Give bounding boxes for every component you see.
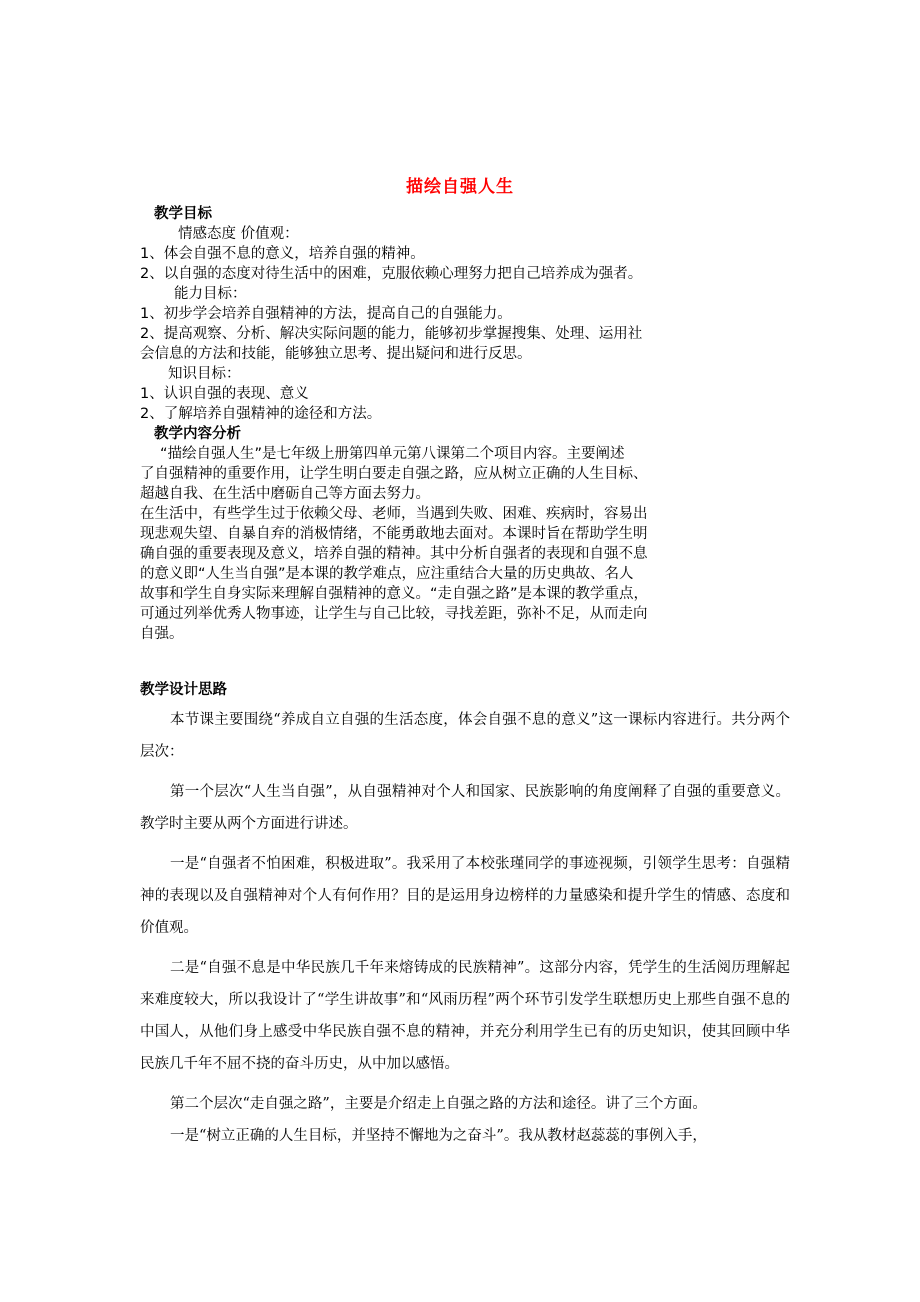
design-paragraph: 第二个层次“走自强之路”，主要是介绍走上自强之路的方法和途径。讲了三个方面。 bbox=[170, 1096, 707, 1112]
label-knowledge-goals: 知识目标： bbox=[168, 366, 241, 382]
analysis-line: 自强。 bbox=[140, 626, 184, 642]
design-paragraph: 一是“树立正确的人生目标，并坚持不懈地为之奋斗”。我从教材赵蕊蕊的事例入手， bbox=[170, 1128, 707, 1144]
design-paragraph: 本节课主要围绕“养成自立自强的生活态度，体会自强不息的意义”这一课标内容进行。共分两个层次： bbox=[140, 712, 790, 760]
heading-content-analysis: 教学内容分析 bbox=[154, 426, 241, 442]
ability-item-1: 1、初步学会培养自强精神的方法，提高自己的自强能力。 bbox=[140, 306, 512, 322]
design-paragraph: 二是“自强不息是中华民族几千年来熔铸成的民族精神”。这部分内容，凭学生的生活阅历理解起来难度较大，所以我设计了“学生讲故事”和“风雨历程”两个环节引发学生联想历史上那些自强不息的中国人，从他们身上感受中华民族自强不息的精神，并充分利用学生已有的历史知识，使其回顾中华民族几千年不屈不挠的奋斗历史，从中加以感悟。 bbox=[140, 960, 790, 1072]
analysis-line: 的意义即“人生当自强”是本课的教学难点，应注重结合大量的历史典故、名人 bbox=[140, 566, 634, 582]
knowledge-item-1: 1、认识自强的表现、意义 bbox=[140, 386, 309, 402]
analysis-line: 确自强的重要表现及意义，培养自强的精神。其中分析自强者的表现和自强不息 bbox=[140, 546, 648, 562]
design-paragraph: 第一个层次“人生当自强”，从自强精神对个人和国家、民族影响的角度阐释了自强的重要意义。教学时主要从两个方面进行讲述。 bbox=[140, 784, 790, 832]
emotion-item-2: 2、以自强的态度对待生活中的困难，克服依赖心理努力把自己培养成为强者。 bbox=[140, 266, 643, 282]
analysis-line: 故事和学生自身实际来理解自强精神的意义。“走自强之路”是本课的教学重点， bbox=[140, 586, 649, 602]
analysis-line: “描绘自强人生”是七年级上册第四单元第八课第二个项目内容。主要阐述 bbox=[160, 446, 625, 462]
design-paragraph: 一是“自强者不怕困难，积极进取”。我采用了本校张瑾同学的事迹视频，引领学生思考：自强精神的表现以及自强精神对个人有何作用？目的是运用身边榜样的力量感染和提升学生的情感、态度和价值观。 bbox=[140, 856, 790, 936]
label-ability-goals: 能力目标： bbox=[174, 286, 247, 302]
analysis-line: 现悲观失望、自暴自弃的消极情绪，不能勇敢地去面对。本课时旨在帮助学生明 bbox=[140, 526, 648, 542]
analysis-line: 在生活中，有些学生过于依赖父母、老师，当遇到失败、困难、疾病时，容易出 bbox=[140, 506, 648, 522]
label-emotion-values: 情感态度 价值观： bbox=[178, 226, 299, 242]
heading-design-ideas: 教学设计思路 bbox=[140, 682, 227, 698]
analysis-line: 了自强精神的重要作用，让学生明白要走自强之路，应从树立正确的人生目标、 bbox=[140, 466, 648, 482]
design-ideas-section bbox=[140, 680, 790, 1152]
emotion-item-1: 1、体会自强不息的意义，培养自强的精神。 bbox=[140, 246, 425, 262]
knowledge-item-2: 2、了解培养自强精神的途径和方法。 bbox=[140, 406, 382, 422]
heading-teaching-objectives: 教学目标 bbox=[154, 206, 212, 222]
analysis-line: 超越自我、在生活中磨砺自己等方面去努力。 bbox=[140, 486, 430, 502]
ability-item-2-cont: 会信息的方法和技能，能够独立思考、提出疑问和进行反思。 bbox=[140, 346, 532, 362]
analysis-line: 可通过列举优秀人物事迹，让学生与自己比较，寻找差距，弥补不足，从而走向 bbox=[140, 606, 648, 622]
document-title: 描绘自强人生 bbox=[406, 177, 514, 197]
ability-item-2: 2、提高观察、分析、解决实际问题的能力，能够初步掌握搜集、处理、运用社 bbox=[140, 326, 643, 342]
objectives-and-analysis bbox=[140, 204, 800, 644]
